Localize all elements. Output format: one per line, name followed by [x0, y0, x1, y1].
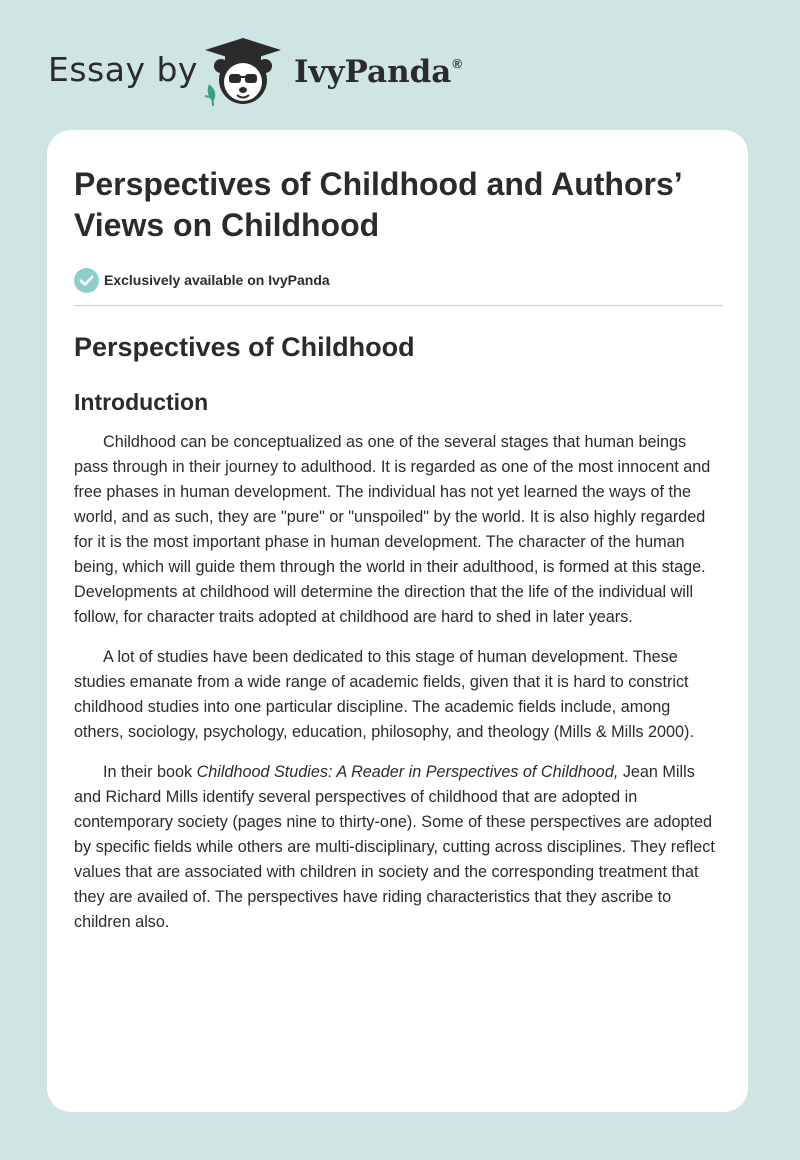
exclusive-badge: [74, 268, 723, 292]
essay-by-label: Essay by: [48, 50, 198, 89]
panda-logo-icon: [203, 36, 283, 108]
badge-label: Exclusively available on IvyPanda: [104, 272, 330, 288]
book-title: Childhood Studies: A Reader in Perspectives of Childhood,: [196, 763, 619, 781]
essay-body: [74, 430, 723, 935]
site-header: [48, 36, 508, 116]
paragraph-2: A lot of studies have been dedicated to this stage of human development. These studies emanate from a wide range of academic fields, given that it is hard to constrict childhood studies into one particular discipline. The academic fields include, among others, sociology, psychology, education, philosophy, and theology (Mills & Mills 2000).: [74, 648, 694, 741]
paragraph-3-rest: Jean Mills and Richard Mills identify several perspectives of childhood that are adopted in contemporary society (pages nine to thirty-one). Some of these perspectives are adopted by specific fields while others are multi-disciplinary, cutting across disciplines. They reflect values that are associated with children in society and the corresponding treatment that they are availed of. The perspectives have riding characteristics that they ascribe to children also.: [74, 763, 715, 931]
brand-name[interactable]: IvyPanda®: [294, 54, 462, 90]
trademark-symbol: ®: [452, 56, 462, 71]
paragraph-1: Childhood can be conceptualized as one of the several stages that human beings pass through in their journey to adulthood. It is regarded as one of the most innocent and free phases in human development. The individual has not yet learned the ways of the world, and as such, they are "pure" or "unspoiled" by the world. It is also highly regarded for it is the most important phase in human development. The character of the human being, which will guide them through the world in their adulthood, is formed at this stage. Developments at childhood will determine the direction that the life of the individual will follow, for character traits adopted at childhood are hard to shed in later years.: [74, 433, 711, 626]
subsection-heading: Introduction: [74, 389, 209, 415]
essay-content: [74, 164, 723, 950]
essay-card: [47, 130, 748, 1112]
paragraph-3: [74, 760, 723, 935]
page-title: Perspectives of Childhood and Authors’ Views on Childhood: [74, 166, 681, 243]
check-circle-icon: [74, 268, 99, 293]
divider: [74, 305, 723, 306]
paragraph-3-lead: In their book: [103, 763, 197, 781]
section-heading: Perspectives of Childhood: [74, 332, 415, 362]
